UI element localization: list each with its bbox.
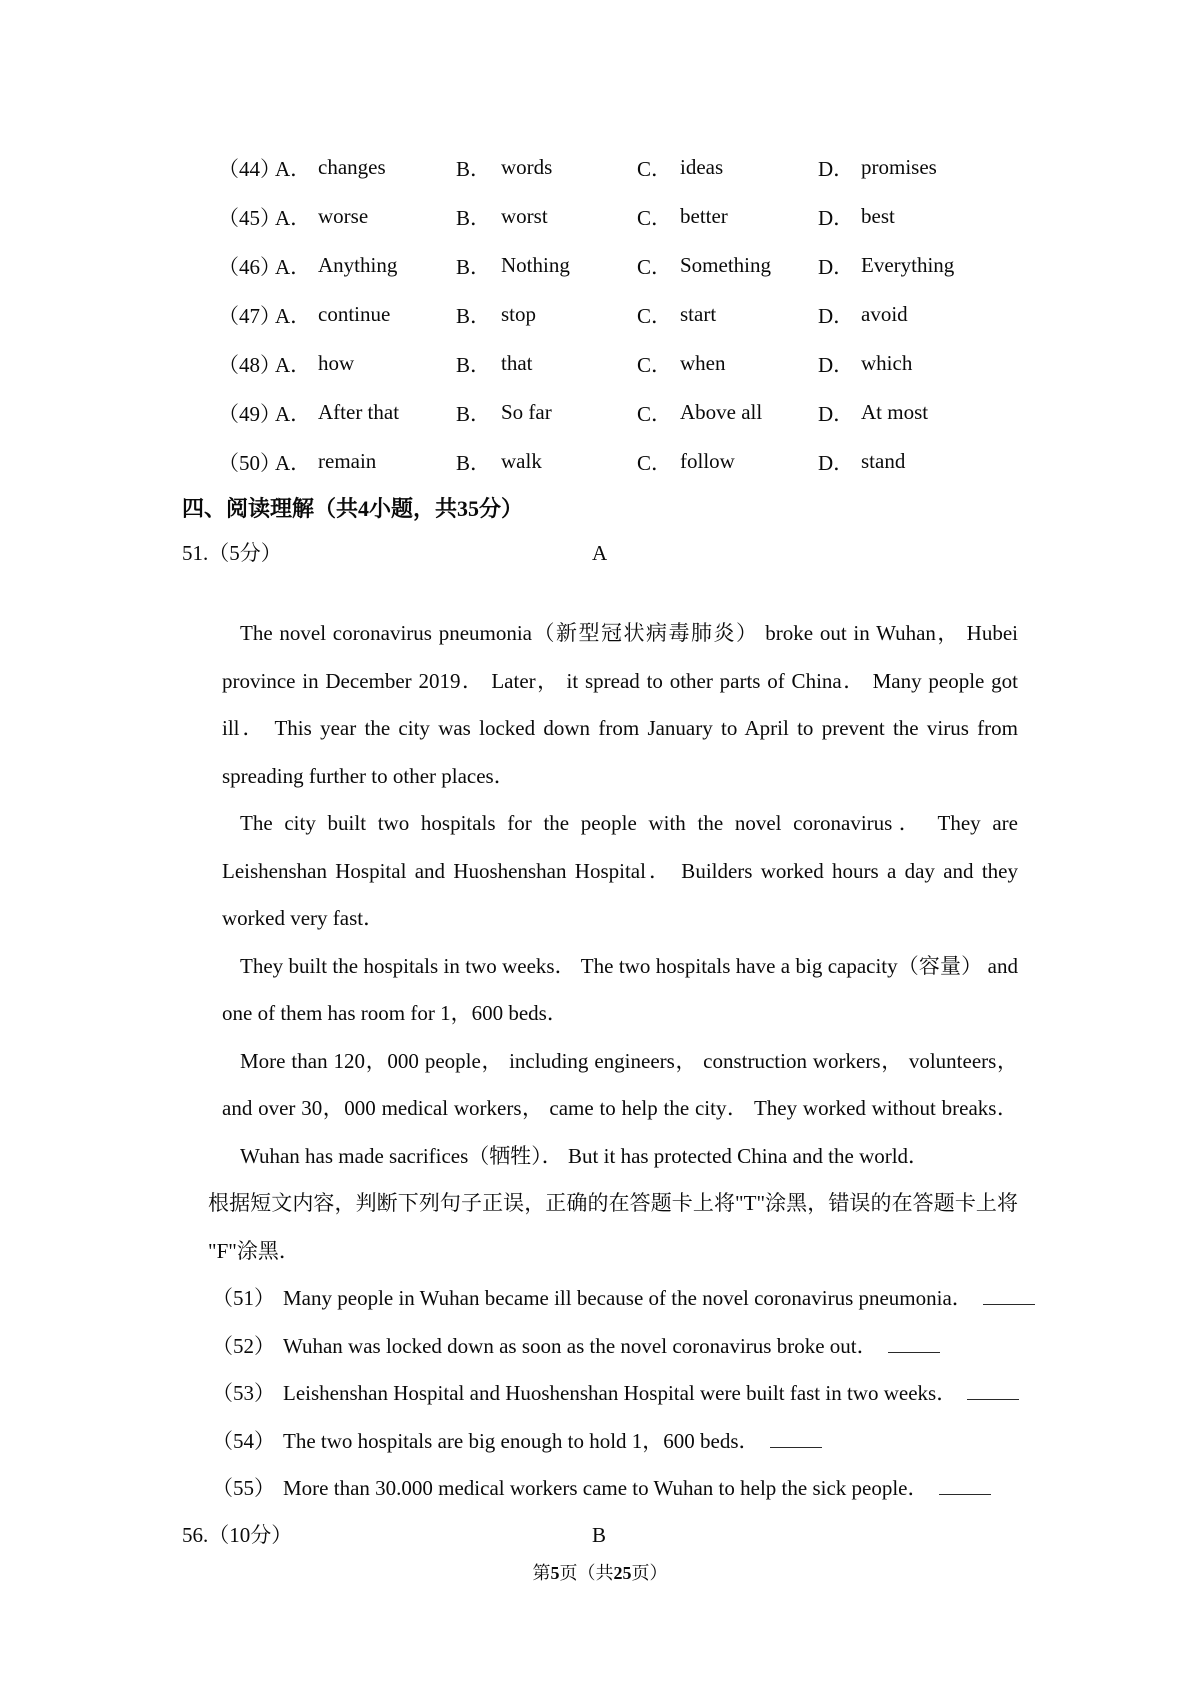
passage-line: ill． This year the city was locked down from January to April to prevent the virus from xyxy=(222,716,1018,740)
option-letter-a: A． xyxy=(275,450,312,475)
option-letter-c: C． xyxy=(637,156,673,181)
passage-a-body xyxy=(222,610,1018,1180)
cloze-row-44 xyxy=(182,143,1018,192)
option-letter-a: A． xyxy=(275,352,312,377)
passage-line: and over 30，000 medical workers， came to help the city． They worked without breaks． xyxy=(222,1096,1018,1120)
footer-total-pages: 25 xyxy=(613,1562,632,1583)
section-title: 四、阅读理解（共4小题，共35分） xyxy=(182,496,524,521)
reading-b-header xyxy=(182,1515,1018,1555)
option-letter-b: B． xyxy=(456,254,492,279)
page-footer xyxy=(0,1561,1200,1585)
tf-instructions xyxy=(208,1180,1018,1275)
tf-question-55 xyxy=(182,1465,1018,1513)
tf-text: More than 30.000 medical workers came to Wuhan to help the sick people． xyxy=(283,1476,929,1500)
option-text-b: that xyxy=(501,351,533,375)
cloze-row-46 xyxy=(182,241,1018,290)
option-letter-b: B． xyxy=(456,450,492,475)
option-letter-d: D． xyxy=(818,205,855,230)
tf-number: （53） xyxy=(212,1381,275,1405)
option-text-a: worse xyxy=(318,204,369,228)
option-letter-d: D． xyxy=(818,401,855,426)
option-text-a: After that xyxy=(318,400,400,424)
option-letter-b: B． xyxy=(456,401,492,426)
tf-question-54 xyxy=(182,1418,1018,1466)
option-letter-b: B． xyxy=(456,156,492,181)
option-letter-d: D． xyxy=(818,352,855,377)
tf-question-51 xyxy=(182,1275,1018,1323)
tf-items-block xyxy=(182,1275,1018,1513)
option-letter-a: A． xyxy=(275,254,312,279)
reading-b-label: 56.（10分） xyxy=(182,1522,293,1547)
passage-line: Wuhan has made sacrifices（牺牲）． But it has protected China and the world． xyxy=(240,1143,930,1168)
tf-instruction-line: "F"涂黑． xyxy=(208,1238,300,1263)
tf-text: Wuhan was locked down as soon as the novel coronavirus broke out． xyxy=(283,1333,878,1358)
question-number: （48） xyxy=(218,352,281,377)
passage-line: province in December 2019． Later， it spread to other parts of China． Many people got xyxy=(222,668,1018,693)
option-letter-c: C． xyxy=(637,401,673,426)
question-number: （45） xyxy=(218,205,281,230)
option-letter-b: B． xyxy=(456,352,492,377)
option-text-a: continue xyxy=(318,302,391,326)
option-text-c: better xyxy=(680,204,728,228)
option-text-b: Nothing xyxy=(501,253,570,277)
option-letter-a: A． xyxy=(275,303,312,328)
option-text-d: promises xyxy=(861,155,937,179)
option-letter-d: D． xyxy=(818,254,855,279)
reading-a-header xyxy=(182,534,1018,572)
footer-page-number: 5 xyxy=(550,1562,560,1583)
option-text-b: words xyxy=(501,155,553,179)
passage-a-letter: A xyxy=(592,541,608,565)
tf-text: Many people in Wuhan became ill because of the novel coronavirus pneumonia． xyxy=(283,1286,973,1310)
cloze-options-block xyxy=(182,0,1018,486)
passage-line: They built the hospitals in two weeks． The two hospitals have a big capacity（容量） and xyxy=(240,953,1018,978)
tf-question-53 xyxy=(182,1370,1018,1418)
option-text-d: avoid xyxy=(861,302,908,326)
option-text-b: worst xyxy=(501,204,548,228)
passage-line: spreading further to other places． xyxy=(222,763,515,788)
cloze-row-48 xyxy=(182,339,1018,388)
option-letter-d: D． xyxy=(818,156,855,181)
option-letter-d: D． xyxy=(818,450,855,475)
option-letter-b: B． xyxy=(456,205,492,230)
option-text-a: how xyxy=(318,351,355,375)
tf-number: （54） xyxy=(212,1428,275,1453)
option-letter-b: B． xyxy=(456,303,492,328)
passage-line: More than 120，000 people， including engineers， construction workers， volunteers， xyxy=(240,1048,1018,1073)
reading-a-label: 51.（5分） xyxy=(182,541,282,565)
answer-blank xyxy=(770,1427,822,1448)
passage-b-letter: B xyxy=(592,1522,607,1547)
option-text-d: best xyxy=(861,204,895,228)
passage-line: one of them has room for 1，600 beds． xyxy=(222,1001,568,1025)
question-number: （44） xyxy=(218,156,281,181)
option-text-a: Anything xyxy=(318,253,398,277)
question-number: （47） xyxy=(218,303,281,328)
option-letter-c: C． xyxy=(637,303,673,328)
option-letter-d: D． xyxy=(818,303,855,328)
tf-question-52 xyxy=(182,1323,1018,1371)
cloze-row-50 xyxy=(182,437,1018,486)
option-letter-c: C． xyxy=(637,352,673,377)
option-letter-c: C． xyxy=(637,205,673,230)
question-number: （46） xyxy=(218,254,281,279)
passage-line: Leishenshan Hospital and Huoshenshan Hospital． Builders worked hours a day and they xyxy=(222,858,1018,883)
option-text-d: Everything xyxy=(861,253,955,277)
tf-number: （51） xyxy=(212,1286,275,1310)
option-text-c: when xyxy=(680,351,726,375)
option-letter-a: A． xyxy=(275,205,312,230)
tf-number: （55） xyxy=(212,1476,275,1500)
option-text-a: changes xyxy=(318,155,386,179)
option-text-a: remain xyxy=(318,449,377,473)
option-text-c: start xyxy=(680,302,717,326)
answer-blank xyxy=(967,1379,1019,1400)
option-text-b: walk xyxy=(501,449,542,473)
footer-mid: 页（共 xyxy=(559,1562,614,1583)
option-text-c: Something xyxy=(680,253,772,277)
footer-prefix: 第 xyxy=(532,1562,551,1583)
question-number: （50） xyxy=(218,450,281,475)
footer-suffix: 页） xyxy=(631,1562,668,1583)
option-letter-c: C． xyxy=(637,254,673,279)
passage-line: The city built two hospitals for the people with the novel coronavirus． They are xyxy=(240,811,1018,835)
tf-text: The two hospitals are big enough to hold 1，600 beds． xyxy=(283,1428,760,1453)
option-letter-a: A． xyxy=(275,401,312,426)
option-text-b: stop xyxy=(501,302,537,326)
answer-blank xyxy=(939,1474,991,1495)
cloze-row-49 xyxy=(182,388,1018,437)
tf-text: Leishenshan Hospital and Huoshenshan Hospital were built fast in two weeks． xyxy=(283,1381,958,1405)
tf-instruction-line: 根据短文内容，判断下列句子正误，正确的在答题卡上将"T"涂黑，错误的在答题卡上将 xyxy=(208,1191,1019,1215)
cloze-row-47 xyxy=(182,290,1018,339)
option-text-c: follow xyxy=(680,449,735,473)
tf-number: （52） xyxy=(212,1333,275,1358)
option-letter-a: A． xyxy=(275,156,312,181)
option-text-b: So far xyxy=(501,400,552,424)
option-text-c: Above all xyxy=(680,400,763,424)
answer-blank xyxy=(888,1332,940,1353)
option-text-c: ideas xyxy=(680,155,724,179)
option-text-d: stand xyxy=(861,449,906,473)
cloze-row-45 xyxy=(182,192,1018,241)
option-text-d: which xyxy=(861,351,913,375)
exam-page-content xyxy=(182,0,1018,1555)
option-letter-c: C． xyxy=(637,450,673,475)
option-text-d: At most xyxy=(861,400,929,424)
passage-line: The novel coronavirus pneumonia（新型冠状病毒肺炎） broke out in Wuhan， Hubei xyxy=(240,621,1018,645)
question-number: （49） xyxy=(218,401,281,426)
answer-blank xyxy=(983,1284,1035,1305)
passage-line: worked very fast． xyxy=(222,906,385,930)
